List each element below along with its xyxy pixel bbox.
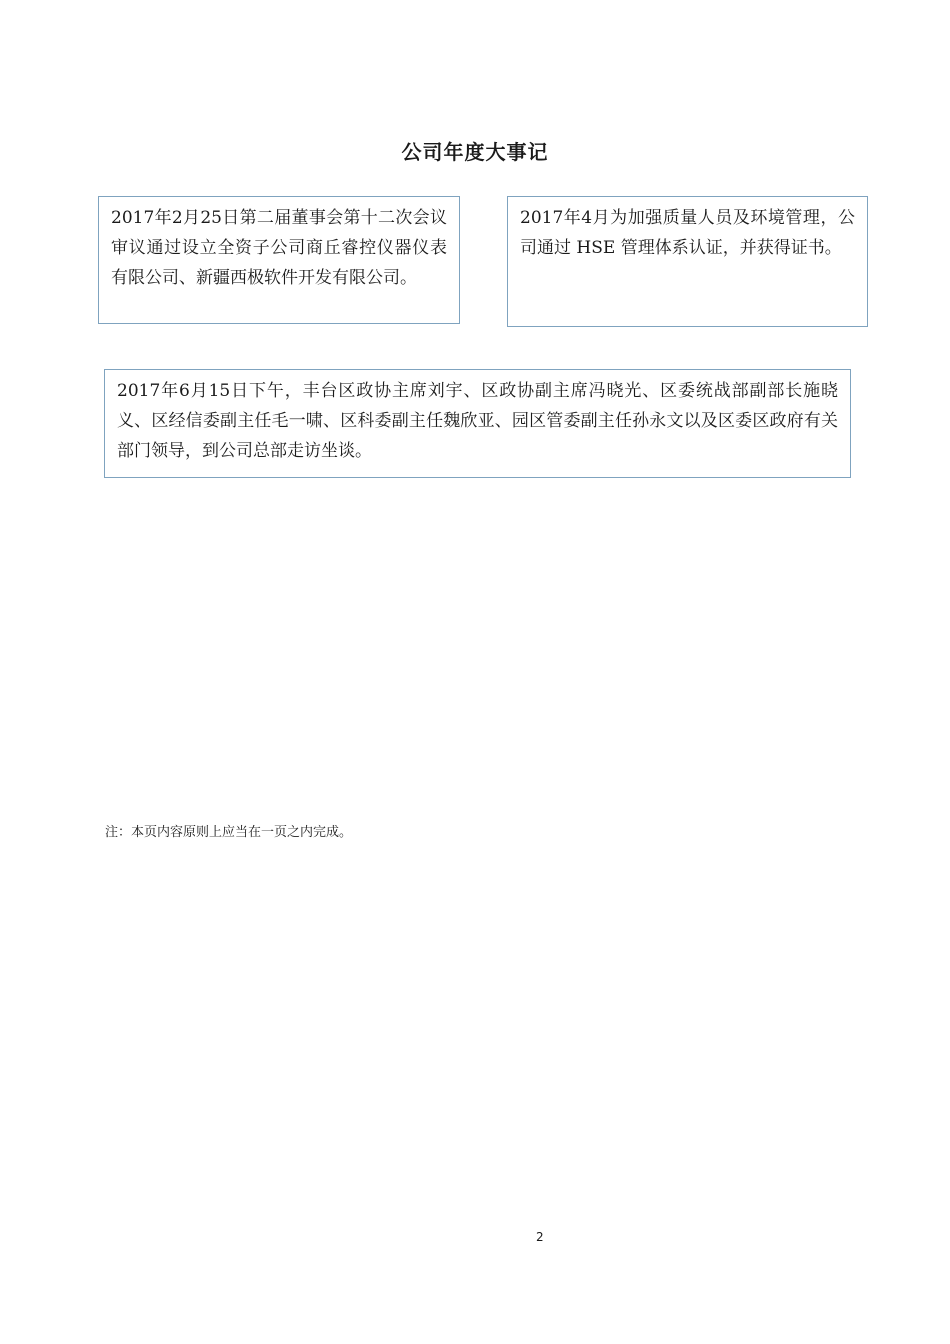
page-title: 公司年度大事记 [401,140,549,164]
event-box [98,196,460,324]
page-number: 2 [536,1230,544,1244]
event-box [104,369,851,478]
footnote: 注：本页内容原则上应当在一页之内完成。 [105,825,353,840]
event-text: 2017年4月为加强质量人员及环境管理，公司通过 HSE 管理体系认证，并获得证书。 [520,208,855,258]
event-text: 2017年6月15日下午，丰台区政协主席刘宇、区政协副主席冯晓光、区委统战部副部长施晓义、区经信委副主任毛一啸、区科委副主任魏欣亚、园区管委副主任孙永文以及区委区政府有关部门领导，到公司总部走访坐谈。 [117,381,838,461]
event-box [507,196,868,327]
event-text: 2017年2月25日第二届董事会第十二次会议审议通过设立全资子公司商丘睿控仪器仪表有限公司、新疆西极软件开发有限公司。 [111,208,447,288]
